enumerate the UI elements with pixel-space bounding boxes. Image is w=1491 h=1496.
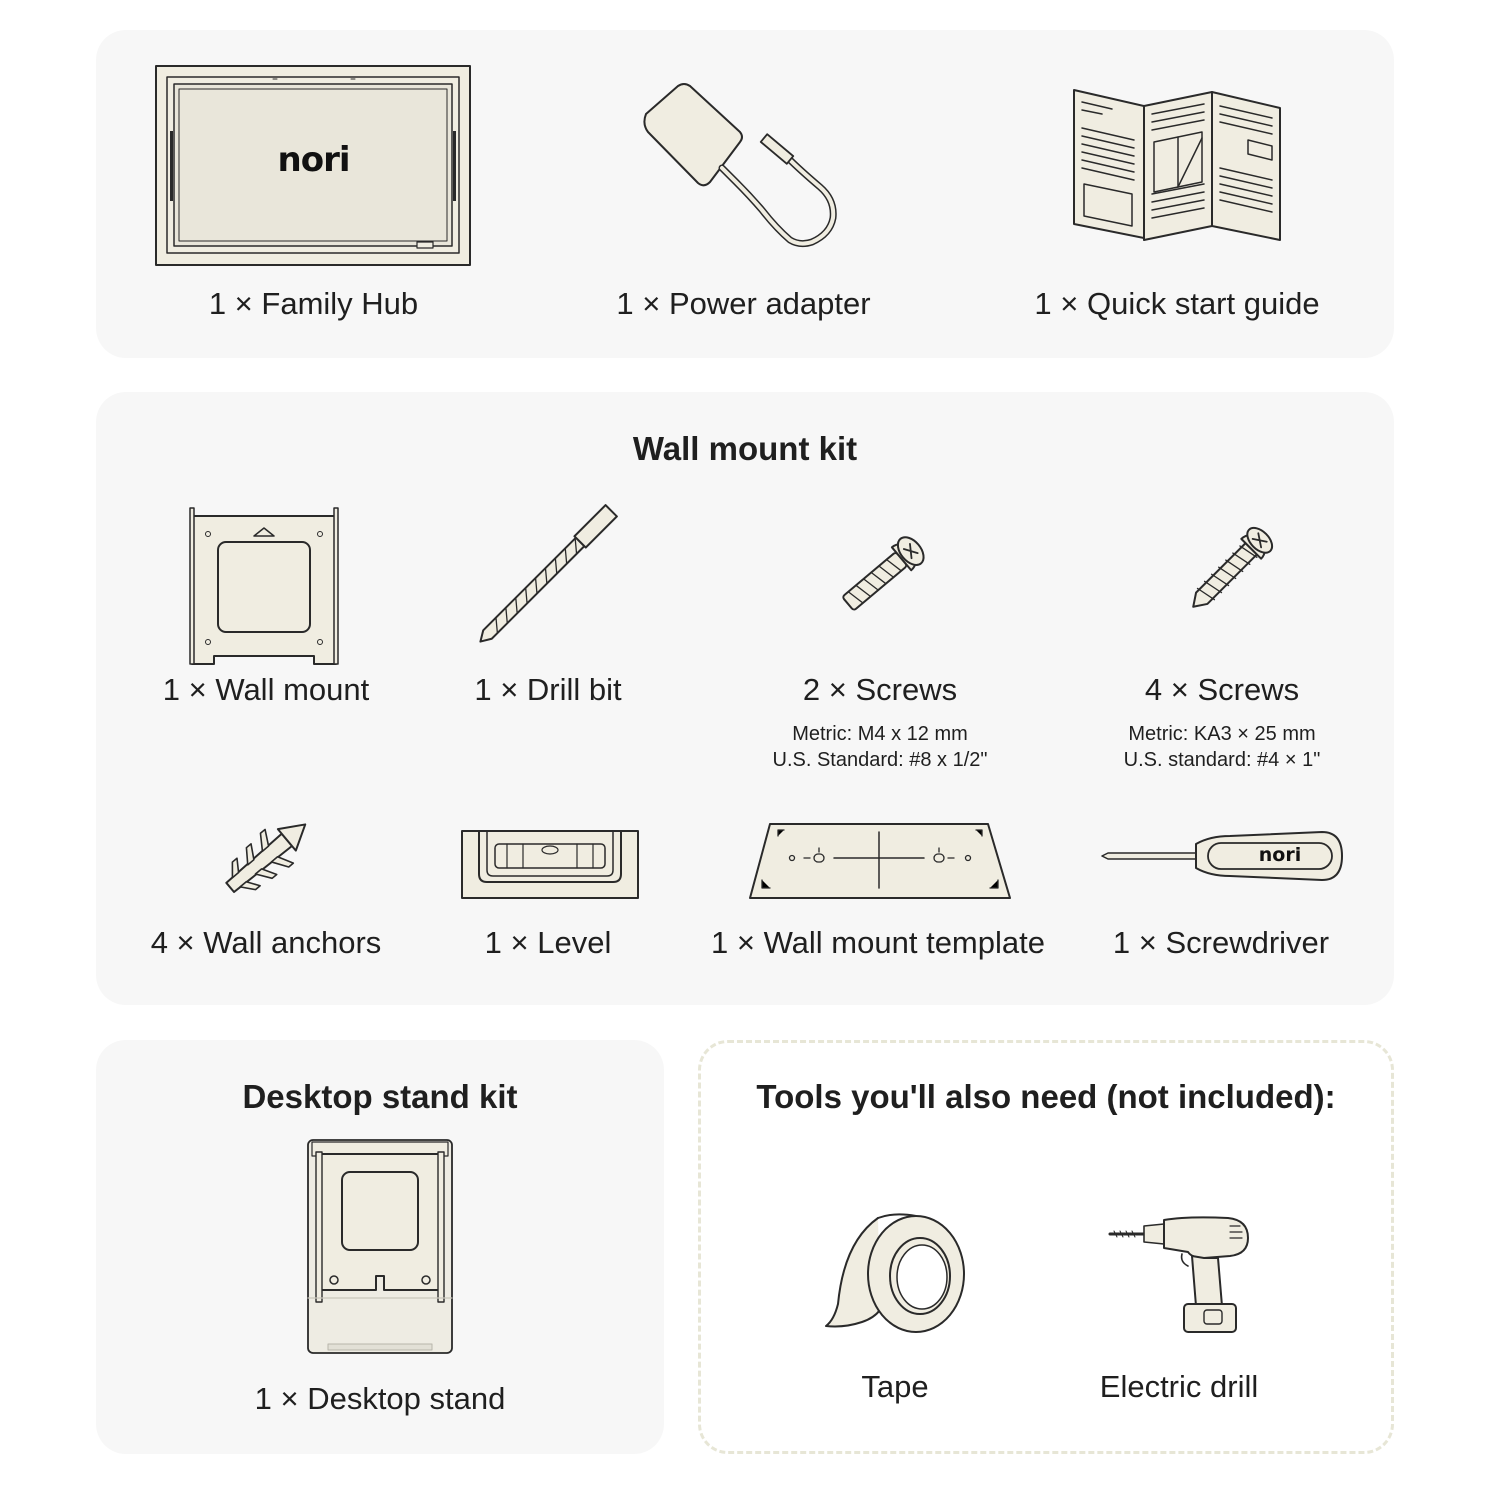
screws-m4-label: 2 × Screws [802,672,958,707]
drill-bit-label: 1 × Drill bit [474,672,622,707]
screws-ka3-label: 4 × Screws [1144,672,1300,707]
power-adapter-icon [640,82,840,247]
wall-mount-bracket-icon [188,506,340,666]
screwdriver-label: 1 × Screwdriver [1112,925,1330,960]
wall-mount-template-label: 1 × Wall mount template [711,925,1045,960]
wall-mount-kit-title: Wall mount kit [632,430,858,467]
drill-bit-icon [478,502,620,644]
long-screw-icon [1176,516,1284,624]
short-screw-icon [842,528,932,614]
family-hub-brand-logo: nori [277,140,350,180]
screws-ka3-metric-spec: Metric: KA3 × 25 mm [1128,723,1316,745]
power-adapter-label: 1 × Power adapter [616,286,871,321]
wall-mount-label: 1 × Wall mount [162,672,370,707]
wall-mount-template-icon [748,822,1012,900]
family-hub-label: 1 × Family Hub [208,286,419,321]
wall-anchors-label: 4 × Wall anchors [150,925,382,960]
level-label: 1 × Level [484,925,612,960]
desktop-stand-label: 1 × Desktop stand [254,1381,506,1416]
electric-drill-label: Electric drill [1099,1369,1259,1404]
electric-drill-icon [1108,1214,1252,1336]
desktop-stand-icon [306,1138,454,1356]
quick-start-guide-icon [1072,88,1284,244]
level-icon [461,830,639,900]
wall-anchor-icon [218,802,322,906]
tape-label: Tape [861,1369,929,1404]
quick-start-guide-label: 1 × Quick start guide [1034,286,1320,321]
tools-needed-title: Tools you'll also need (not included): [756,1078,1336,1115]
screws-m4-us-spec: U.S. Standard: #8 x 1/2" [772,749,988,771]
screws-m4-metric-spec: Metric: M4 x 12 mm [792,723,968,745]
tape-roll-icon [824,1212,968,1336]
desktop-stand-kit-title: Desktop stand kit [242,1078,518,1115]
screws-ka3-us-spec: U.S. standard: #4 × 1" [1123,749,1321,771]
screwdriver-brand-logo: nori [1258,844,1302,866]
